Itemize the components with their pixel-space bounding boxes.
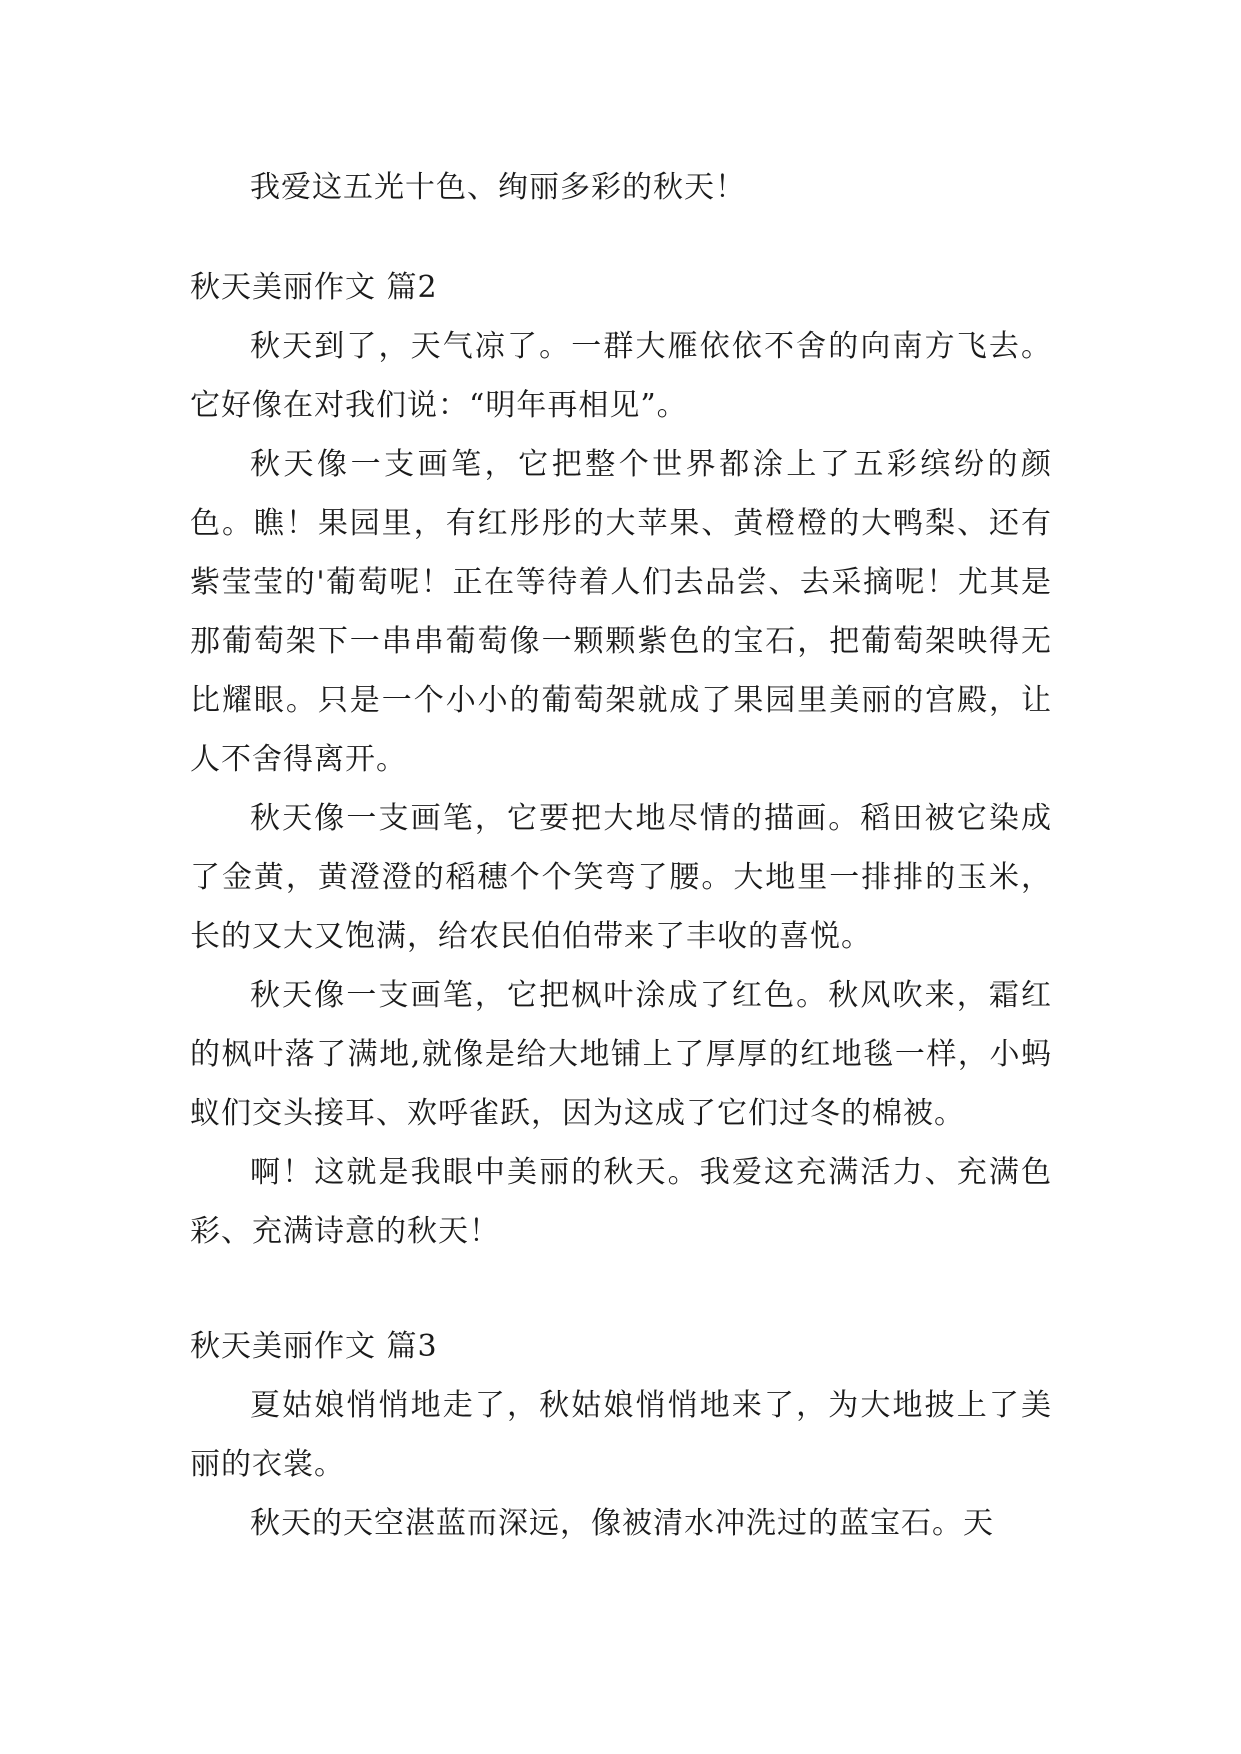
section-2-heading: 秋天美丽作文 篇2 <box>190 270 438 305</box>
section-2-paragraph-3: 秋天像一支画笔，它要把大地尽情的描画。稻田被它染成了金黄，黄澄澄的稻穗个个笑弯了腰。大地里一排排的玉米，长的又大又饱满，给农民伯伯带来了丰收的喜悦。 <box>190 801 1052 954</box>
section-2-paragraph-2: 秋天像一支画笔，它把整个世界都涂上了五彩缤纷的颜色。瞧！果园里，有红彤彤的大苹果、黄橙橙的大鸭梨、还有紫莹莹的'葡萄呢！正在等待着人们去品尝、去采摘呢！尤其是那葡萄架下一串串葡萄像一颗颗紫色的宝石，把葡萄架映得无比耀眼。只是一个小小的葡萄架就成了果园里美丽的宫殿，让人不舍得离开。 <box>190 447 1052 777</box>
section-2-paragraph-1: 秋天到了，天气凉了。一群大雁依依不舍的向南方飞去。它好像在对我们说：“明年再相见”。 <box>190 329 1052 423</box>
section-3-paragraph-2: 秋天的天空湛蓝而深远，像被清水冲洗过的蓝宝石。天 <box>250 1506 994 1541</box>
section-spacer <box>190 1261 1052 1317</box>
section-2-paragraph-4: 秋天像一支画笔，它把枫叶涂成了红色。秋风吹来，霜红的枫叶落了满地,就像是给大地铺上了厚厚的红地毯一样，小蚂蚁们交头接耳、欢呼雀跃，因为这成了它们过冬的棉被。 <box>190 978 1052 1131</box>
section-3-heading: 秋天美丽作文 篇3 <box>190 1329 438 1364</box>
intro-closing-paragraph: 我爱这五光十色、绚丽多彩的秋天！ <box>250 170 746 205</box>
section-spacer <box>190 217 1052 258</box>
document-page <box>190 158 1052 1553</box>
section-2-paragraph-5: 啊！这就是我眼中美丽的秋天。我爱这充满活力、充满色彩、充满诗意的秋天！ <box>190 1155 1052 1249</box>
section-3-paragraph-1: 夏姑娘悄悄地走了，秋姑娘悄悄地来了，为大地披上了美丽的衣裳。 <box>190 1388 1052 1482</box>
